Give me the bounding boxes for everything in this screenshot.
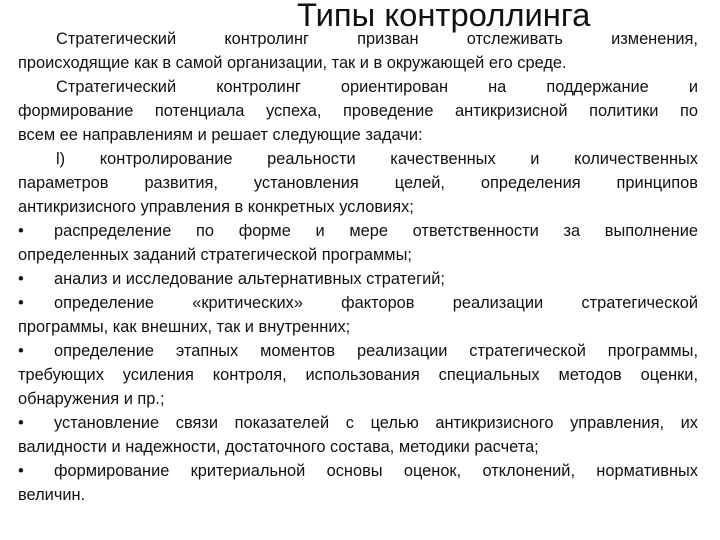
bullet-icon: • [18,462,24,480]
text-line: величин. [18,486,86,504]
bullet-icon: • [18,222,24,240]
text-line: формирование критериальной основы оценок, отклонений, нормативных [54,462,698,480]
list-item [18,339,698,411]
page-title: Типы контроллинга [297,0,591,33]
text-line: параметров развития, установления целей, определения принципов [18,174,698,192]
text-line: анализ и исследование альтернативных стратегий; [54,270,445,288]
text-line: Стратегический контролинг ориентирован на поддержание и [56,78,698,96]
text-line: формирование потенциала успеха, проведение антикризисной политики по [18,102,698,120]
text-line: определение «критических» факторов реализации стратегической [54,294,698,312]
text-line: обнаружения и пр.; [18,390,165,408]
bullet-icon: • [18,342,24,360]
list-item [18,219,698,267]
paragraph-strategic-orientation [18,75,698,147]
text-line: программы, как внешних, так и внутренних; [18,318,351,336]
text-line: установление связи показателей с целью антикризисного управления, их [54,414,698,432]
text-line: Стратегический контролинг призван отслеживать изменения, [56,30,698,48]
text-line: всем ее направлениям и решает следующие задачи: [18,126,423,144]
text-line: происходящие как в самой организации, так и в окружающей его среде. [18,54,567,72]
text-line: распределение по форме и мере ответственности за выполнение [54,222,698,240]
text-line: антикризисного управления в конкретных условиях; [18,198,414,216]
list-item [18,291,698,339]
paragraph-task-1 [18,147,698,219]
bullet-icon: • [18,414,24,432]
text-line: определенных заданий стратегической программы; [18,246,412,264]
document-page [18,0,698,540]
bullet-icon: • [18,270,24,288]
list-item [18,411,698,459]
text-line: валидности и надежности, достаточного состава, методики расчета; [18,438,539,456]
text-line: l) контролирование реальности качественных и количественных [56,150,698,168]
bullet-icon: • [18,294,24,312]
list-item [18,459,698,507]
list-item [18,267,698,291]
text-line: требующих усиления контроля, использования специальных методов оценки, [18,366,698,384]
paragraph-strategic-goal [18,27,698,75]
text-line: определение этапных моментов реализации стратегической программы, [54,342,698,360]
